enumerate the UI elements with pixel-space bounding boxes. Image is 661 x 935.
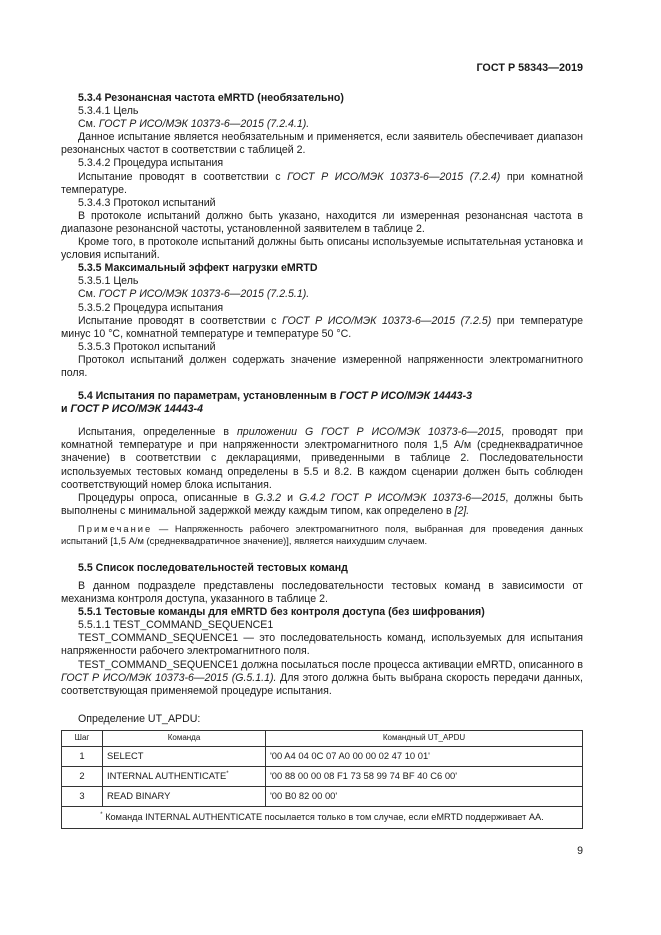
paragraph: 5.3.4.3 Протокол испытаний (78, 196, 216, 209)
note: Примечание — Напряженность рабочего электромагнитного поля, выбранная для проведения данных испытаний [1,5 А/м (среднеквадратичное значение)], является наихудшим случаем. (61, 522, 583, 546)
table-footnote-row (62, 806, 583, 828)
cell-step: 1 (62, 746, 103, 766)
cell-step: 2 (62, 766, 103, 786)
paragraph: 5.3.4.2 Процедура испытания (78, 157, 224, 170)
table-row (62, 766, 583, 786)
page-number: 9 (577, 845, 583, 857)
header-apdu: Командный UT_APDU (266, 730, 583, 746)
section-5-5-1-title: 5.5.1 Тестовые команды для eMRTD без контроля доступа (без шифрования) (78, 606, 485, 619)
table-header-row (62, 730, 583, 746)
paragraph: 5.3.5.2 Процедура испытания (78, 301, 224, 314)
cell-command: READ BINARY (103, 786, 266, 806)
paragraph: TEST_COMMAND_SEQUENCE1 — это последовательность команд, используемых для испытания напряженности рабочего электромагнитного поля. (61, 632, 583, 658)
paragraph: Протокол испытаний должен содержать значение измеренной напряженности электромагнитного поля. (61, 353, 583, 379)
paragraph: 5.3.5.1 Цель (78, 275, 139, 288)
paragraph: Кроме того, в протоколе испытаний должны быть описаны используемые испытательная установка и условия испытаний. (61, 236, 583, 262)
paragraph: В протоколе испытаний должно быть указано, находится ли измеренная резонансная частота в диапазоне резонансной частоты, установленной заявителем в таблице 2. (61, 209, 583, 235)
header-command: Команда (103, 730, 266, 746)
paragraph: 5.3.4.1 Цель (78, 105, 139, 118)
paragraph: Испытание проводят в соответствии с ГОСТ Р ИСО/МЭК 10373-6—2015 (7.2.5) при температуре минус 10 °С, комнатной температуре и температуре 50 °С. (61, 314, 583, 340)
paragraph: Испытание проводят в соответствии с ГОСТ Р ИСО/МЭК 10373-6—2015 (7.2.4) при комнатной температуре. (61, 170, 583, 196)
paragraph: 5.5.1.1 TEST_COMMAND_SEQUENCE1 (78, 619, 274, 632)
cell-apdu: '00 88 00 00 08 F1 73 58 99 74 BF 40 C6 00' (266, 766, 583, 786)
paragraph: См. ГОСТ Р ИСО/МЭК 10373-6—2015 (7.2.5.1). (78, 288, 310, 301)
cell-apdu: '00 B0 82 00 00' (266, 786, 583, 806)
document-number: ГОСТ Р 58343—2019 (476, 62, 583, 74)
paragraph: 5.3.5.3 Протокол испытаний (78, 340, 216, 353)
paragraph: Процедуры опроса, описанные в G.3.2 и G.4.2 ГОСТ Р ИСО/МЭК 10373-6—2015, должны быть выполнены с минимальной задержкой между каждым типом, как определено в [2]. (61, 491, 584, 517)
section-5-5-title: 5.5 Список последовательностей тестовых команд (78, 561, 348, 574)
section-5-3-5-title: 5.3.5 Максимальный эффект нагрузки eMRTD (78, 262, 318, 275)
paragraph: Испытания, определенные в приложении G ГОСТ Р ИСО/МЭК 10373-6—2015, проводят при комнатной температуре и при напряженности электромагнитного поля 1,5 А/м (среднеквадратичное значение) в соответствии с декларациями, приведенными в таблице 2. Последовательности используемых тестовых команд определены в 5.5 и 8.2. В каждом сценарии должен быть соблюден соответствующий номер блока испытания. (61, 426, 583, 491)
paragraph: В данном подразделе представлены последовательности тестовых команд в зависимости от механизма контроля доступа, указанного в таблице 2. (61, 580, 583, 606)
table-footnote: * Команда INTERNAL AUTHENTICATE посылается только в том случае, если eMRTD поддерживает АА. (62, 806, 583, 828)
document-body (61, 92, 583, 829)
cell-step: 3 (62, 786, 103, 806)
ut-apdu-table (61, 730, 583, 829)
table-caption: Определение UT_APDU: (78, 712, 201, 725)
cell-command: SELECT (103, 746, 266, 766)
table-row (62, 786, 583, 806)
paragraph: См. ГОСТ Р ИСО/МЭК 10373-6—2015 (7.2.4.1). (78, 118, 310, 131)
cell-command: INTERNAL AUTHENTICATE* (103, 766, 266, 786)
table-row (62, 746, 583, 766)
header-step: Шаг (62, 730, 103, 746)
section-5-4-title: 5.4 Испытания по параметрам, установленным в ГОСТ Р ИСО/МЭК 14443-3 и ГОСТ Р ИСО/МЭК 14443-4 (61, 390, 472, 416)
section-5-3-4-title: 5.3.4 Резонансная частота eMRTD (необязательно) (78, 92, 344, 104)
paragraph: TEST_COMMAND_SEQUENCE1 должна посылаться после процесса активации eMRTD, описанного в ГОСТ Р ИСО/МЭК 10373-6—2015 (G.5.1.1). Для этого должна быть выбрана скорость передачи данных, соответствующая применяемой процедуре испытания. (61, 658, 583, 697)
paragraph: Данное испытание является необязательным и применяется, если заявитель обеспечивает диапазон резонансных частот в соответствии с таблицей 2. (61, 131, 583, 157)
cell-apdu: '00 A4 04 0C 07 A0 00 00 02 47 10 01' (266, 746, 583, 766)
